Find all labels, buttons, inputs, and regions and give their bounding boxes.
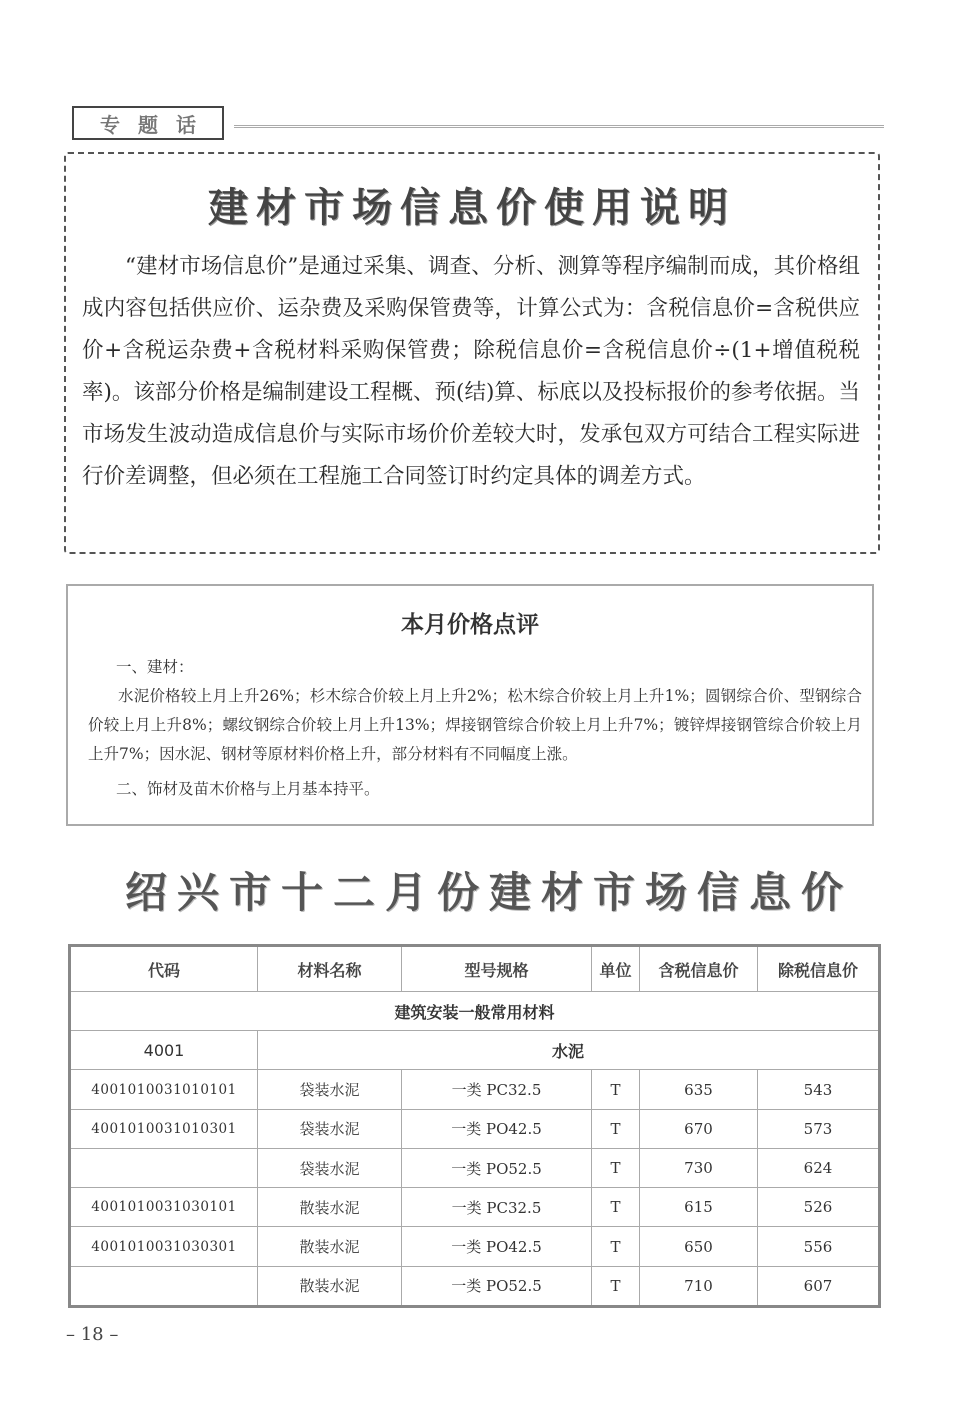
cell-tax-price: 710 xyxy=(640,1266,758,1306)
cell-tax-price: 730 xyxy=(640,1148,758,1187)
table-group-row xyxy=(70,1031,880,1070)
cell-tax-price: 650 xyxy=(640,1227,758,1266)
notice-body: “建材市场信息价”是通过采集、调查、分析、测算等程序编制而成，其价格组成内容包括供应价、运杂费及采购保管费等，计算公式为：含税信息价=含税供应价+含税运杂费+含税材料采购保管费；除税信息价=含税信息价÷(1+增值税税率)。该部分价格是编制建设工程概、预(结)算、标底以及投标报价的参考依据。当市场发生波动造成信息价与实际市场价价差较大时，发承包双方可结合工程实际进行价差调整，但必须在工程施工合同签订时约定具体的调差方式。 xyxy=(82,254,860,489)
cell-unit: T xyxy=(592,1070,640,1109)
cell-net-price: 607 xyxy=(758,1266,880,1306)
cell-name: 散装水泥 xyxy=(258,1266,402,1306)
header-rule-divider xyxy=(234,125,884,128)
table-section-row xyxy=(70,992,880,1031)
cell-unit: T xyxy=(592,1188,640,1227)
cell-code xyxy=(70,1148,258,1187)
cell-spec: 一类 PC32.5 xyxy=(402,1188,592,1227)
cell-name: 袋装水泥 xyxy=(258,1109,402,1148)
cell-net-price: 556 xyxy=(758,1227,880,1266)
cell-unit: T xyxy=(592,1266,640,1306)
column-header-code: 代码 xyxy=(70,946,258,992)
price-table-title: 绍兴市十二月份建材市场信息价 xyxy=(124,868,853,917)
cell-net-price: 543 xyxy=(758,1070,880,1109)
cell-net-price: 526 xyxy=(758,1188,880,1227)
header-tag-char: 专 xyxy=(100,112,120,137)
review-title: 本月价格点评 xyxy=(401,612,539,638)
cell-tax-price: 670 xyxy=(640,1109,758,1148)
cell-spec: 一类 PO52.5 xyxy=(402,1266,592,1306)
table-row xyxy=(70,1148,880,1187)
group-name: 水泥 xyxy=(258,1031,880,1070)
header-tag-char: 题 xyxy=(138,112,158,137)
notice-title: 建材市场信息价使用说明 xyxy=(208,185,736,231)
cell-tax-price: 615 xyxy=(640,1188,758,1227)
page-number: – 18 – xyxy=(66,1324,119,1345)
column-header-tax-price: 含税信息价 xyxy=(640,946,758,992)
cell-spec: 一类 PC32.5 xyxy=(402,1070,592,1109)
column-header-net-price: 除税信息价 xyxy=(758,946,880,992)
table-row xyxy=(70,1188,880,1227)
section-header-tag xyxy=(72,106,224,140)
cell-unit: T xyxy=(592,1148,640,1187)
cell-net-price: 573 xyxy=(758,1109,880,1148)
cell-code xyxy=(70,1266,258,1306)
group-code: 4001 xyxy=(70,1031,258,1070)
cell-name: 袋装水泥 xyxy=(258,1070,402,1109)
review-section1-body: 水泥价格较上月上升26%；杉木综合价较上月上升2%；松木综合价较上月上升1%；圆钢综合价、型钢综合价较上月上升8%；螺纹钢综合价较上月上升13%；焊接钢管综合价较上月上升7%；镀锌焊接钢管综合价较上月上升7%；因水泥、钢材等原材料价格上升，部分材料有不同幅度上涨。 xyxy=(88,687,862,763)
cell-spec: 一类 PO42.5 xyxy=(402,1227,592,1266)
cell-code: 4001010031010101 xyxy=(70,1070,258,1109)
cell-unit: T xyxy=(592,1227,640,1266)
usage-notice-box xyxy=(64,152,880,554)
table-row xyxy=(70,1109,880,1148)
cell-spec: 一类 PO52.5 xyxy=(402,1148,592,1187)
review-section1-heading: 一、建材： xyxy=(116,658,194,676)
cell-spec: 一类 PO42.5 xyxy=(402,1109,592,1148)
column-header-spec: 型号规格 xyxy=(402,946,592,992)
cell-code: 4001010031030101 xyxy=(70,1188,258,1227)
review-section2: 二、饰材及苗木价格与上月基本持平。 xyxy=(116,780,380,798)
table-row xyxy=(70,1266,880,1306)
cell-code: 4001010031030301 xyxy=(70,1227,258,1266)
cell-code: 4001010031010301 xyxy=(70,1109,258,1148)
cell-name: 散装水泥 xyxy=(258,1227,402,1266)
header-tag-char: 话 xyxy=(176,112,196,137)
cell-name: 袋装水泥 xyxy=(258,1148,402,1187)
cell-unit: T xyxy=(592,1109,640,1148)
column-header-name: 材料名称 xyxy=(258,946,402,992)
cell-tax-price: 635 xyxy=(640,1070,758,1109)
section-label: 建筑安装一般常用材料 xyxy=(70,992,880,1031)
table-row xyxy=(70,1227,880,1266)
monthly-review-box xyxy=(66,584,874,826)
price-table xyxy=(68,944,881,1308)
cell-net-price: 624 xyxy=(758,1148,880,1187)
table-row xyxy=(70,1070,880,1109)
cell-name: 散装水泥 xyxy=(258,1188,402,1227)
table-header-row xyxy=(70,946,880,992)
column-header-unit: 单位 xyxy=(592,946,640,992)
